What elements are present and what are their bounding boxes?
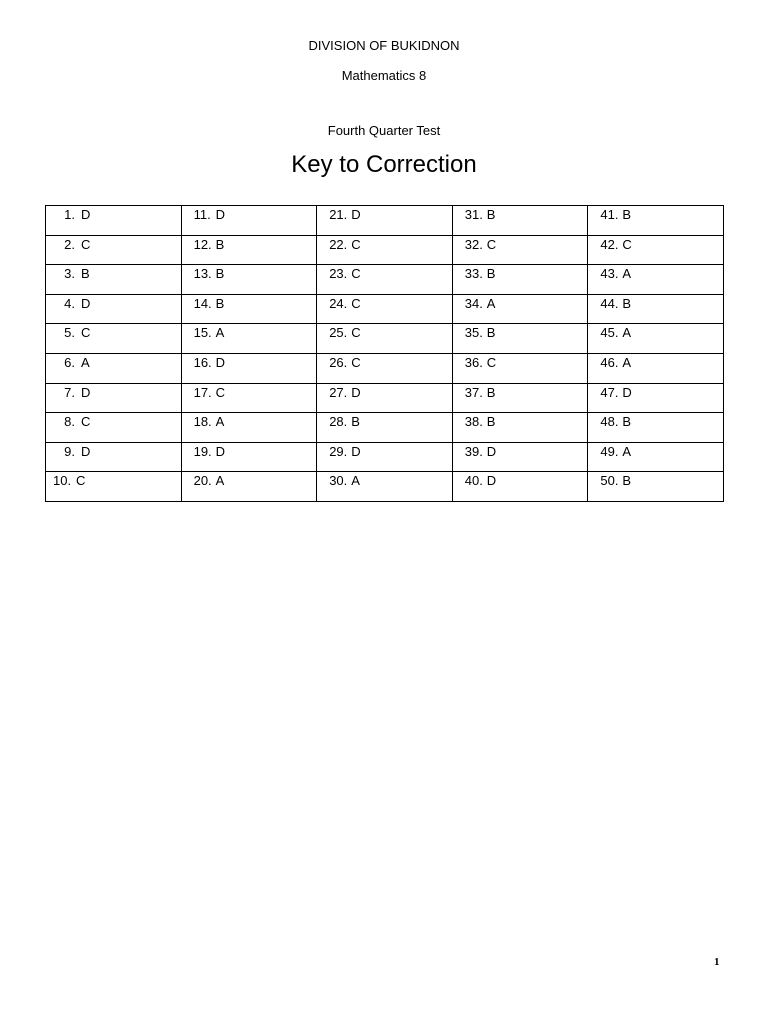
answer-cell <box>452 353 588 383</box>
item-answer: C <box>81 414 91 430</box>
item-answer: A <box>486 295 496 311</box>
item-answer: C <box>622 236 632 252</box>
item-answer: B <box>351 414 360 430</box>
item-answer: B <box>215 236 225 252</box>
item-answer: D <box>81 443 91 459</box>
item-number: 49. <box>600 443 619 459</box>
item-answer: C <box>76 473 86 489</box>
answer-cell <box>588 206 724 236</box>
item-number: 23. <box>329 266 348 282</box>
answer-cell <box>452 383 588 413</box>
item-answer: B <box>622 295 632 311</box>
item-answer: C <box>351 354 361 370</box>
test-name: Fourth Quarter Test <box>327 123 441 138</box>
answer-key-table <box>45 205 724 502</box>
answer-cell <box>317 442 453 472</box>
item-number: 33. <box>464 266 483 282</box>
answer-cell <box>181 324 317 354</box>
item-answer: A <box>622 354 632 370</box>
item-answer: B <box>486 325 496 341</box>
item-number: 34. <box>464 295 483 311</box>
answer-cell <box>588 235 724 265</box>
item-number: 16. <box>193 354 212 370</box>
answer-cell <box>588 353 724 383</box>
item-number: 8. <box>64 414 75 430</box>
item-number: 4. <box>64 295 75 311</box>
item-number: 27. <box>329 384 348 400</box>
item-number: 19. <box>193 443 212 459</box>
item-number: 47. <box>600 384 619 400</box>
item-answer: D <box>81 384 91 400</box>
item-answer: D <box>81 295 91 311</box>
answer-cell <box>181 442 317 472</box>
answer-cell <box>588 413 724 443</box>
item-number: 11. <box>193 207 211 222</box>
item-answer: A <box>622 266 632 282</box>
answer-cell <box>317 294 453 324</box>
answer-cell <box>588 442 724 472</box>
answer-cell <box>46 324 182 354</box>
item-number: 37. <box>464 384 483 400</box>
answer-cell <box>452 235 588 265</box>
table-row <box>46 413 724 443</box>
table-row <box>46 324 724 354</box>
item-answer: A <box>622 443 632 459</box>
item-answer: D <box>351 384 361 400</box>
table-row <box>46 353 724 383</box>
answer-cell <box>181 235 317 265</box>
item-number: 30. <box>329 473 348 489</box>
answer-cell <box>452 206 588 236</box>
table-row <box>46 294 724 324</box>
item-answer: B <box>215 266 225 282</box>
answer-cell <box>46 235 182 265</box>
table-row <box>46 442 724 472</box>
answer-cell <box>317 383 453 413</box>
item-number: 25. <box>329 325 348 341</box>
answer-cell <box>317 324 453 354</box>
answer-cell <box>317 265 453 295</box>
item-answer: D <box>622 384 632 400</box>
answer-cell <box>452 265 588 295</box>
item-number: 40. <box>464 473 483 489</box>
answer-cell <box>181 206 317 236</box>
item-number: 12. <box>193 236 212 252</box>
page-number: 1 <box>714 956 720 968</box>
answer-cell <box>588 265 724 295</box>
item-number: 10. <box>53 473 72 489</box>
item-number: 45. <box>600 325 619 341</box>
answer-cell <box>181 383 317 413</box>
answer-cell <box>317 413 453 443</box>
table-row <box>46 472 724 502</box>
answer-cell <box>588 472 724 502</box>
item-number: 15. <box>193 325 212 341</box>
item-answer: A <box>351 473 360 489</box>
item-number: 39. <box>464 443 483 459</box>
answer-cell <box>46 353 182 383</box>
item-number: 38. <box>464 414 483 430</box>
answer-cell <box>452 294 588 324</box>
answer-cell <box>46 206 182 236</box>
answer-cell <box>46 442 182 472</box>
item-number: 36. <box>464 354 483 370</box>
item-answer: C <box>351 295 361 311</box>
item-answer: B <box>622 473 632 489</box>
item-answer: D <box>215 207 225 222</box>
item-answer: B <box>486 207 496 222</box>
answer-cell <box>452 413 588 443</box>
item-answer: A <box>215 414 225 430</box>
item-answer: C <box>486 236 497 252</box>
item-answer: B <box>622 207 632 222</box>
division-name: DIVISION OF BUKIDNON <box>308 38 460 53</box>
table-row <box>46 206 724 236</box>
item-number: 22. <box>329 236 348 252</box>
item-number: 20. <box>193 473 212 489</box>
item-number: 13. <box>193 266 212 282</box>
item-answer: B <box>81 266 90 282</box>
answer-cell <box>317 472 453 502</box>
item-answer: B <box>215 295 225 311</box>
item-number: 29. <box>329 443 348 459</box>
answer-cell <box>181 413 317 443</box>
answer-cell <box>317 353 453 383</box>
item-number: 48. <box>600 414 619 430</box>
item-number: 44. <box>600 295 619 311</box>
item-answer: C <box>351 325 361 341</box>
item-answer: D <box>486 443 497 459</box>
table-row <box>46 265 724 295</box>
answer-cell <box>317 235 453 265</box>
item-answer: D <box>351 207 361 222</box>
item-answer: B <box>486 384 496 400</box>
item-answer: D <box>351 443 361 459</box>
item-number: 2. <box>64 236 75 252</box>
answer-cell <box>46 383 182 413</box>
item-answer: C <box>351 266 361 282</box>
answer-cell <box>452 442 588 472</box>
item-number: 6. <box>64 354 75 370</box>
page-title: Key to Correction <box>291 151 477 178</box>
answer-cell <box>181 265 317 295</box>
subject-name: Mathematics 8 <box>341 68 427 83</box>
item-answer: C <box>486 354 497 370</box>
item-number: 24. <box>329 295 348 311</box>
answer-cell <box>46 294 182 324</box>
answer-cell <box>452 324 588 354</box>
table-row <box>46 383 724 413</box>
item-number: 5. <box>64 325 75 341</box>
item-number: 26. <box>329 354 348 370</box>
answer-cell <box>317 206 453 236</box>
item-number: 18. <box>193 414 212 430</box>
item-answer: B <box>622 414 632 430</box>
answer-cell <box>181 353 317 383</box>
item-answer: B <box>486 266 496 282</box>
item-answer: C <box>215 384 225 400</box>
item-answer: C <box>81 325 91 341</box>
answer-cell <box>588 294 724 324</box>
item-answer: D <box>486 473 497 489</box>
item-number: 3. <box>64 266 75 282</box>
item-answer: D <box>81 207 91 222</box>
table-row <box>46 235 724 265</box>
item-answer: C <box>351 236 361 252</box>
item-number: 35. <box>464 325 483 341</box>
answer-cell <box>46 265 182 295</box>
item-number: 14. <box>193 295 212 311</box>
answer-cell <box>588 383 724 413</box>
item-number: 32. <box>464 236 483 252</box>
answer-cell <box>452 472 588 502</box>
answer-cell <box>46 472 182 502</box>
answer-cell <box>46 413 182 443</box>
item-answer: D <box>215 354 225 370</box>
item-number: 21. <box>329 207 348 222</box>
item-number: 7. <box>64 384 75 400</box>
answer-cell <box>181 294 317 324</box>
item-answer: B <box>486 414 496 430</box>
item-number: 1. <box>64 207 75 222</box>
answer-cell <box>181 472 317 502</box>
item-answer: A <box>215 473 225 489</box>
item-number: 46. <box>600 354 619 370</box>
item-number: 31. <box>464 207 483 222</box>
item-number: 42. <box>600 236 619 252</box>
item-number: 43. <box>600 266 619 282</box>
item-number: 28. <box>329 414 348 430</box>
item-number: 9. <box>64 443 75 459</box>
item-answer: A <box>215 325 225 341</box>
item-answer: C <box>81 236 91 252</box>
item-answer: A <box>622 325 632 341</box>
item-answer: D <box>215 443 225 459</box>
item-answer: A <box>81 354 90 370</box>
item-number: 41. <box>600 207 619 222</box>
item-number: 17. <box>193 384 212 400</box>
answer-cell <box>588 324 724 354</box>
item-number: 50. <box>600 473 619 489</box>
